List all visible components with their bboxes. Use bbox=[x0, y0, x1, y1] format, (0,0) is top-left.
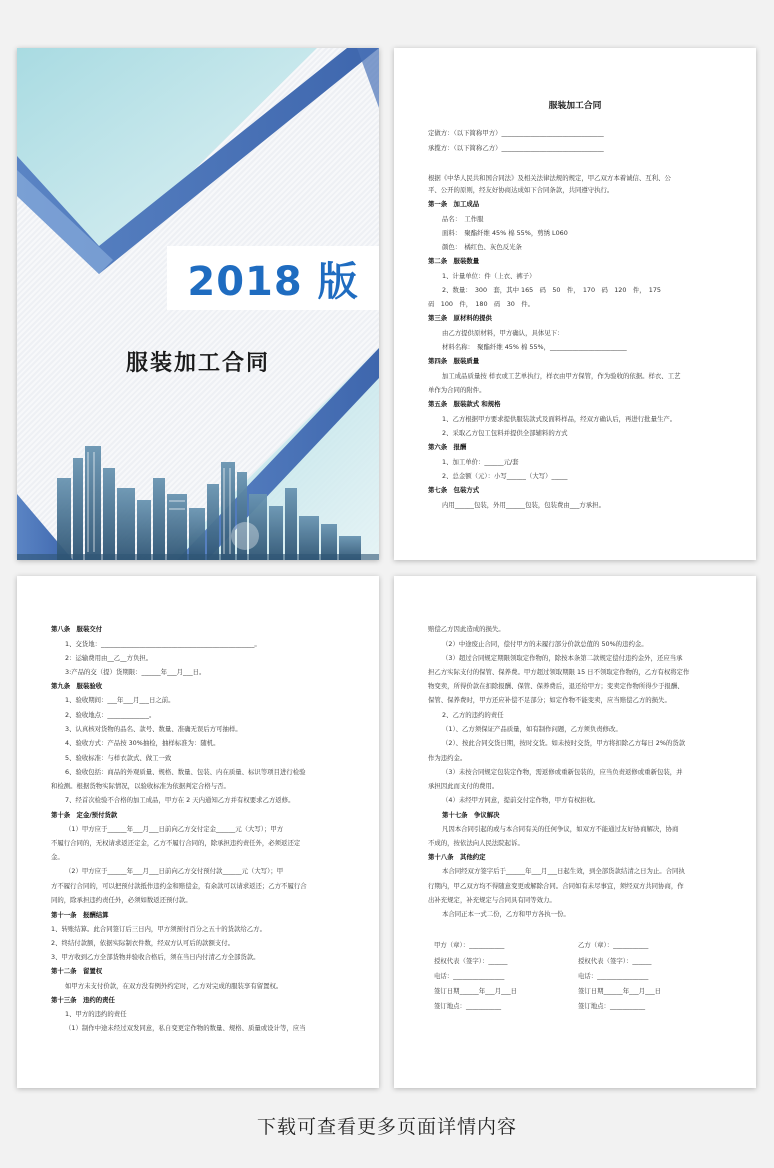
contract-line: 和检测。根据货物实际情况，以验收标准为依据判定合格与否。 bbox=[51, 782, 230, 790]
contract-line: 本合同经双方签字后于______年___月___日起生效，到全部货款结清之日为止。合同执 bbox=[442, 867, 685, 875]
contract-line: 材料名称： 聚酯纤维 45% 棉 55%，________________________ bbox=[442, 343, 627, 351]
contract-line: 2、乙方的违约的责任 bbox=[442, 711, 504, 719]
contract-line: 不履行合同的，无权请求返还定金，乙方不履行合同的，除承担违约责任外，必须返还定 bbox=[51, 839, 301, 847]
contract-line: 1、甲方的违约的责任 bbox=[65, 1010, 127, 1018]
cover-page bbox=[17, 48, 379, 560]
clause-heading: 第四条 服装质量 bbox=[428, 357, 480, 365]
contract-line: （1）制作中途未经过双发同意，私自变更定作物的数量、规格、质量或设计等，应当 bbox=[65, 1024, 306, 1032]
contract-line: （2）中途废止合同，偿付甲方的未履行部分价款总值的 50%的违约金。 bbox=[442, 640, 648, 648]
contract-line: 方不履行合同的，可以把预付款抵作违约金和赔偿金，有余款可以请求返还；乙方不履行合 bbox=[51, 882, 307, 890]
clause-heading: 第十条 定金/预付货款 bbox=[51, 811, 118, 819]
contract-line: 承担因此而支付的费用。 bbox=[428, 782, 499, 790]
contract-line: 3、认真核对货物的品名、款号、数量、准确无误后方可抽样。 bbox=[65, 725, 242, 733]
signature-line-right: 乙方（章）：___________ bbox=[578, 941, 649, 949]
clause-heading: 第十七条 争议解决 bbox=[442, 811, 500, 819]
cover-title: 服装加工合同 bbox=[125, 351, 270, 376]
contract-line: 6、验收包括：商品的外观质量、规格、数量、包装、内在质量、标识等项目进行检验 bbox=[65, 768, 306, 776]
contract-line: 1、转账结算。此合同签订后三日内，甲方须预付百分之五十的货款给乙方。 bbox=[51, 925, 266, 933]
contract-line: 1、验收期间：___年___月___日之前。 bbox=[65, 696, 175, 704]
contract-page-1 bbox=[394, 48, 756, 560]
signature-line-right: 授权代表（签字）：______ bbox=[578, 957, 652, 965]
contract-line: 2、数量： 300 套，其中 165 码 50 件， 170 码 120 件， 175 bbox=[442, 286, 661, 294]
clause-heading: 第五条 服装款式 和规格 bbox=[428, 400, 501, 408]
contract-page-2 bbox=[17, 576, 379, 1088]
contract-line: 加工成品质量按 样衣或工艺单执行，样衣由甲方保管，作为验收的依据。样衣、工艺 bbox=[442, 372, 681, 380]
contract-line: 凡因本合同引起的或与本合同有关的任何争议，如双方不能通过友好协商解决，协商 bbox=[442, 825, 679, 833]
clause-heading: 第十二条 留置权 bbox=[51, 967, 103, 975]
clause-heading: 第八条 服装交付 bbox=[51, 625, 103, 633]
contract-line: 码 100 件， 180 码 30 件。 bbox=[428, 300, 535, 308]
signature-line-left: 签订地点：___________ bbox=[434, 1002, 502, 1010]
contract-line: （1）甲方应于______年___月___日前向乙方交付定金______元（大写）；甲方 bbox=[65, 825, 284, 833]
contract-line: 2、采取乙方包工包料并提供全部辅料的方式 bbox=[442, 429, 568, 437]
signature-line-left: 授权代表（签字）：______ bbox=[434, 957, 508, 965]
contract-line: 由乙方提供原材料，甲方确认，具体见下： bbox=[442, 329, 564, 337]
contract-line: 保管、保养费时，甲方还应补偿不足部分；如定作物不能变卖，应当赔偿乙方的损失。 bbox=[428, 696, 671, 704]
signature-line-left: 电话：________________ bbox=[434, 972, 505, 980]
contract-line: 7、经首次检验不合格的加工成品，甲方在 2 天内通知乙方并有权要求乙方返修。 bbox=[65, 796, 295, 804]
clause-heading: 第九条 服装验收 bbox=[51, 682, 103, 690]
cover-version: 2018 版 bbox=[187, 258, 359, 305]
signature-line-right: 电话：________________ bbox=[578, 972, 649, 980]
contract-line: 3:产品的交（提）货期限：______年___月___日。 bbox=[65, 668, 206, 676]
contract-line: 同的，除承担违约责任外，必须如数返还预付款。 bbox=[51, 896, 192, 904]
contract-line: 5、验收标准：与样衣款式、做工一致 bbox=[65, 754, 172, 762]
contract-line: （2）、按此合同交货日期，按时交货。如未按时交货，甲方将扣除乙方每日 2%的货款 bbox=[442, 739, 686, 747]
contract-line: 4、验收方式：产品按 30%抽检，抽样标准为：随机。 bbox=[65, 739, 220, 747]
contract-line: 1、计量单位：件（上衣、裤子） bbox=[442, 272, 536, 280]
download-more-note: 下载可查看更多页面详情内容 bbox=[256, 1116, 517, 1138]
contract-line: 金。 bbox=[51, 853, 64, 861]
contract-line: 2、终结付款额，依据实际制衣件数，经双方认可后的款额支付。 bbox=[51, 939, 235, 947]
contract-title: 服装加工合同 bbox=[548, 101, 602, 111]
contract-line: 品名： 工作服 bbox=[442, 215, 490, 223]
contract-line: 1、乙方根据甲方要求提供服装款式及面料样品，经双方确认后，再进行批量生产。 bbox=[442, 415, 677, 423]
clause-heading: 第六条 报酬 bbox=[428, 443, 467, 451]
clause-heading: 第十一条 报酬结算 bbox=[51, 911, 109, 919]
contract-line: 根据《中华人民共和国合同法》及相关法律法规的规定，甲乙双方本着诚信、互利、公 bbox=[428, 174, 671, 182]
clause-heading: 第三条 原材料的提供 bbox=[428, 314, 492, 322]
contract-line: 1、交货地：________________________________________________。 bbox=[65, 640, 261, 648]
signature-line-left: 签订日期______年___月___日 bbox=[434, 987, 518, 995]
contract-line: 单作为合同的附件。 bbox=[428, 386, 486, 394]
contract-line: （1）、乙方须保证产品质量，如有制作问题，乙方须负责修改。 bbox=[442, 725, 622, 733]
contract-line: 出补充规定，补充规定与合同具有同等效力。 bbox=[428, 896, 556, 904]
contract-line: 平、公开的原则，经友好协商达成如下合同条款，共同遵守执行。 bbox=[428, 186, 614, 194]
contract-line: （3）超过合同规定期限领取定作物的，除按本条第二款规定偿付违约金外，还应当承 bbox=[442, 654, 683, 662]
contract-line: 面料： 聚酯纤维 45% 棉 55%，剪绣 L060 bbox=[442, 229, 575, 237]
contract-line: 定做方：（以下简称甲方）________________________________ bbox=[428, 129, 604, 137]
contract-line: 物变卖，所得价款在扣除报酬、保管、保养费后，退还给甲方；变卖定作物所得少于报酬、 bbox=[428, 682, 684, 690]
contract-line: 2、验收地点：_____________。 bbox=[65, 711, 156, 719]
version-banner bbox=[167, 246, 379, 310]
contract-line: 行期内，甲乙双方均不得随意变更或解除合同。合同如有未尽事宜，须经双方共同协商，作 bbox=[428, 882, 684, 890]
contract-line: 作为违约金。 bbox=[428, 754, 467, 762]
contract-line: 不成的，按依法向人民法院起诉。 bbox=[428, 839, 524, 847]
contract-line: 赔偿乙方因此造成的损失。 bbox=[428, 625, 505, 633]
contract-line: （2）甲方应于______年___月___日前向乙方交付预付款______元（大写）；甲 bbox=[65, 867, 284, 875]
contract-line: 1、加工单价：______元/套 bbox=[442, 458, 519, 466]
contract-line: （3）未按合同规定包装定作物，需返修或重新包装的，应当负责返修或重新包装，并 bbox=[442, 768, 683, 776]
contract-line: 颜色： 橘红色、灰色反光条 bbox=[442, 243, 529, 251]
clause-heading: 第二条 服装数量 bbox=[428, 257, 480, 265]
clause-heading: 第十八条 其他约定 bbox=[428, 853, 486, 861]
contract-line: 承揽方：（以下简称乙方）________________________________ bbox=[428, 144, 604, 152]
clause-heading: 第十三条 违约的责任 bbox=[51, 996, 115, 1004]
signature-line-left: 甲方（章）：___________ bbox=[434, 941, 505, 949]
contract-line: 2：运输费用由__乙__方负担。 bbox=[65, 654, 153, 662]
contract-line: 担乙方实际支付的保管、保养费。甲方超过领取期限 15 日不领取定作物的，乙方有权将定作 bbox=[428, 668, 690, 676]
contract-line: 3、甲方收到乙方全部货物并验收合格后，须在当日内付清乙方全部货款。 bbox=[51, 953, 260, 961]
clause-heading: 第一条 加工成品 bbox=[428, 200, 480, 208]
clause-heading: 第七条 包装方式 bbox=[428, 486, 480, 494]
contract-line: 内用______包装，外用______包装，包装费由___方承担。 bbox=[442, 501, 605, 509]
contract-page-3 bbox=[394, 576, 756, 1088]
contract-line: （4）未经甲方同意，提前交付定作物，甲方有权拒收。 bbox=[442, 796, 600, 804]
contract-line: 2、总金额（元）：小写______（大写）_____ bbox=[442, 472, 568, 480]
contract-line: 本合同正本一式二份，乙方和甲方各执一份。 bbox=[442, 910, 570, 918]
signature-line-right: 签订地点：___________ bbox=[578, 1002, 646, 1010]
contract-line: 如甲方未支付价款，在双方没有例外约定时，乙方对完成的服装享有留置权。 bbox=[65, 982, 283, 990]
signature-line-right: 签订日期______年___月___日 bbox=[578, 987, 662, 995]
